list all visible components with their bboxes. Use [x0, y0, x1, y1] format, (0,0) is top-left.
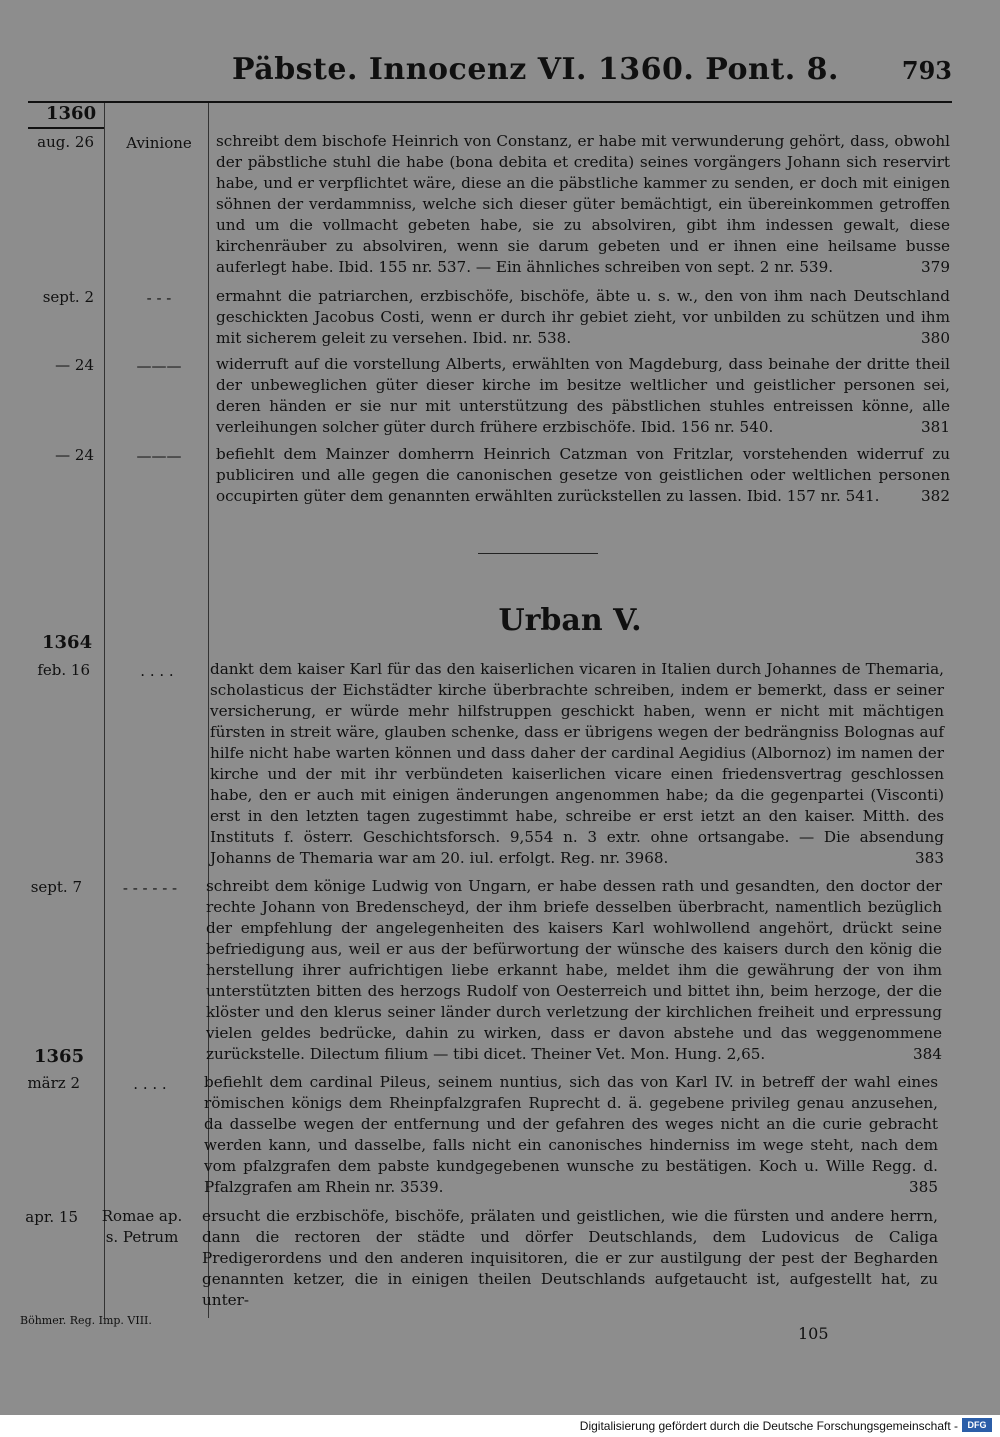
- dfg-text: Digitalisierung gefördert durch die Deutsche Forschungsgemeinschaft -: [579, 1419, 958, 1433]
- entry-date: apr. 15: [25, 1208, 78, 1226]
- entry-text: [210, 659, 944, 869]
- running-head: [0, 52, 1000, 92]
- entry-place: - - - - - -: [122, 879, 178, 897]
- entry-place: ———: [136, 447, 182, 465]
- register-number: 385: [909, 1178, 938, 1196]
- page-number: 793: [901, 56, 952, 85]
- section-title: Urban V.: [498, 603, 642, 638]
- entry-place: Avinione: [126, 134, 192, 152]
- entry-body: widerruft auf die vorstellung Alberts, erwählten von Magdeburg, dass beinahe der dritte theil der unbeweglichen güter dieser kirche im besitze weltlicher und geistlicher personen sei, deren händen er sie nur mit unterstützung des päbstlichen stuhles entreissen könne, alle verleihungen solcher güter durch frühere erzbischöfe. Ibid. 156 nr. 540.: [216, 355, 950, 436]
- year-underline: [28, 127, 104, 129]
- year-1364: 1364: [42, 632, 93, 653]
- entry-body: ersucht die erzbischöfe, bischöfe, prälaten und geistlichen, wie die fürsten und andere herrn, dann die rectoren der städte und dörfer Deutschlands, dem Ludovicus de Caliga Predigerordens und den anderen inquisitoren, die er zur austilgung der pest der Begharden genannten ketzer, die in einigen theilen Deutschlands aufgetaucht ist, aufgestellt hat, zu unter-: [202, 1207, 938, 1309]
- entry-place: . . . .: [140, 662, 174, 680]
- section-divider: [478, 553, 598, 554]
- dfg-funding-note: [0, 1415, 1000, 1437]
- signature-mark: 105: [798, 1324, 829, 1343]
- entry-place: - - -: [146, 289, 172, 307]
- entry-text: [216, 131, 950, 278]
- entry-date: aug. 26: [37, 133, 94, 151]
- register-number: 379: [921, 258, 950, 276]
- register-number: 381: [921, 418, 950, 436]
- entry-date: — 24: [55, 356, 94, 374]
- entry-place: ———: [136, 357, 182, 375]
- entry-date: märz 2: [27, 1074, 80, 1092]
- entry-date: sept. 2: [42, 288, 94, 306]
- entry-body: schreibt dem könige Ludwig von Ungarn, er habe dessen rath und gesandten, den doctor der rechte Johann von Bredenscheyd, der ihm briefe desselben überbracht, namentlich bezüglich der empfehlung der angelegenheiten des kaisers Karl wohlwollend angehört, drückt seine befriedigung aus, weil er aus der befürwortung der wünsche des kaisers durch den könig die herstellung ihrer aufrichtigen liebe erkannt habe, meldet ihm die gewährung der von ihm unterstützten bitten des herzogs Rudolf von Oesterreich und bittet ihn, beim herzoge, der die klöster und den klerus seiner länder durch verletzung der kirchlichen freiheit und erpressung vielen geldes bedrücke, dahin zu wirken, dass er davon abstehe und das weggenommene zurückstelle. Dilectum filium — tibi dicet. Theiner Vet. Mon. Hung. 2,65.: [206, 877, 942, 1063]
- entry-text: [204, 1072, 938, 1198]
- entry-place: . . . .: [133, 1075, 167, 1093]
- entry-body: schreibt dem bischofe Heinrich von Constanz, er habe mit verwunderung gehört, dass, obwohl der päbstliche stuhl die habe (bona debita et credita) seines vorgängers Johann sich reservirt habe, und er verpflichtet wäre, diese an die päbstliche kammer zu senden, er doch mit einigen söhnen der verdammniss, welche sich dieser güter bemächtigt, ein übereinkommen getroffen und um die vollmacht gebeten habe, sie zu absolviren, gibt ihm indessen gewalt, diese kirchenräuber zu absolviren, wenn sie darum gebeten und er ihnen eine heilsame busse auferlegt habe. Ibid. 155 nr. 537. — Ein ähnliches schreiben von sept. 2 nr. 539.: [216, 132, 950, 276]
- entry-place: Romae ap. s. Petrum: [101, 1207, 183, 1246]
- entry-text: [202, 1206, 938, 1311]
- entry-date: — 24: [55, 446, 94, 464]
- entry-body: ermahnt die patriarchen, erzbischöfe, bischöfe, äbte u. s. w., den von ihm nach Deutschland geschickten Jacobus Costi, wenn er durch ihr gebiet zieht, vor unbilden zu schützen und ihm mit sicherem geleit zu versehen. Ibid. nr. 538.: [216, 287, 950, 347]
- register-number: 382: [921, 487, 950, 505]
- top-rule: [28, 101, 952, 103]
- register-number: 380: [921, 329, 950, 347]
- register-number: 383: [915, 849, 944, 867]
- entry-body: dankt dem kaiser Karl für das den kaiserlichen vicaren in Italien durch Johannes de Themaria, scholasticus der Eichstädter kirche überbrachte schreiben, indem er bemerkt, dass er seiner versicherung, er würde mehr hilfstruppen geschickt haben, wenn er nicht mit mächtigen fürsten in streit wäre, glauben schenke, dass er übrigens wegen der bedrängniss Bolognas auf hilfe nicht habe warten können und dass daher der cardinal Aegidius (Albornoz) im namen der kirche und der mit ihr verbündeten kaiserlichen vicare einen friedensvertrag geschlossen habe, den er auch mit einigen änderungen angenommen habe; da die gegenpartei (Visconti) erst in den letzten tagen zugestimmt habe, schreibe er erst ietzt an den kaiser. Mitth. des Instituts f. österr. Geschichtsforsch. 9,554 n. 3 extr. ohne ortsangabe. — Die absendung Johanns de Themaria war am 20. iul. erfolgt. Reg. nr. 3968.: [210, 660, 944, 867]
- register-number: 384: [913, 1045, 942, 1063]
- entry-text: [216, 354, 950, 438]
- running-title: Päbste. Innocenz VI. 1360. Pont. 8.: [232, 52, 839, 87]
- entry-text: [216, 286, 950, 349]
- entry-date: feb. 16: [37, 661, 90, 679]
- entry-date: sept. 7: [30, 878, 82, 896]
- entry-text: [206, 876, 942, 1065]
- entry-body: befiehlt dem cardinal Pileus, seinem nuntius, sich das von Karl IV. in betreff der wahl eines römischen königs dem Rheinpfalzgrafen Ruprecht d. ä. gegebene privileg genau anzusehen, da dasselbe wegen der entfernung und der gefahren des weges nicht an die curie gebracht werden kann, und dasselbe, falls nicht ein canonisches hinderniss im wege steht, nach dem vom pfalzgrafen dem pabste kundgegebenen wunsche zu bestätigen. Koch u. Wille Regg. d. Pfalzgrafen am Rhein nr. 3539.: [204, 1073, 938, 1196]
- year-1365: 1365: [34, 1046, 85, 1067]
- entry-text: [216, 444, 950, 507]
- year-1360: 1360: [46, 103, 97, 124]
- column-rule: [104, 103, 105, 1318]
- footer-left: Böhmer. Reg. Imp. VIII.: [20, 1314, 152, 1327]
- entry-body: befiehlt dem Mainzer domherrn Heinrich Catzman von Fritzlar, vorstehenden widerruf zu publiciren und alle gegen die canonischen gesetze von geistlichen oder weltlichen personen occupirten güter dem genannten erwählten zurückstellen zu lassen. Ibid. 157 nr. 541.: [216, 445, 950, 505]
- dfg-logo: DFG: [962, 1418, 992, 1432]
